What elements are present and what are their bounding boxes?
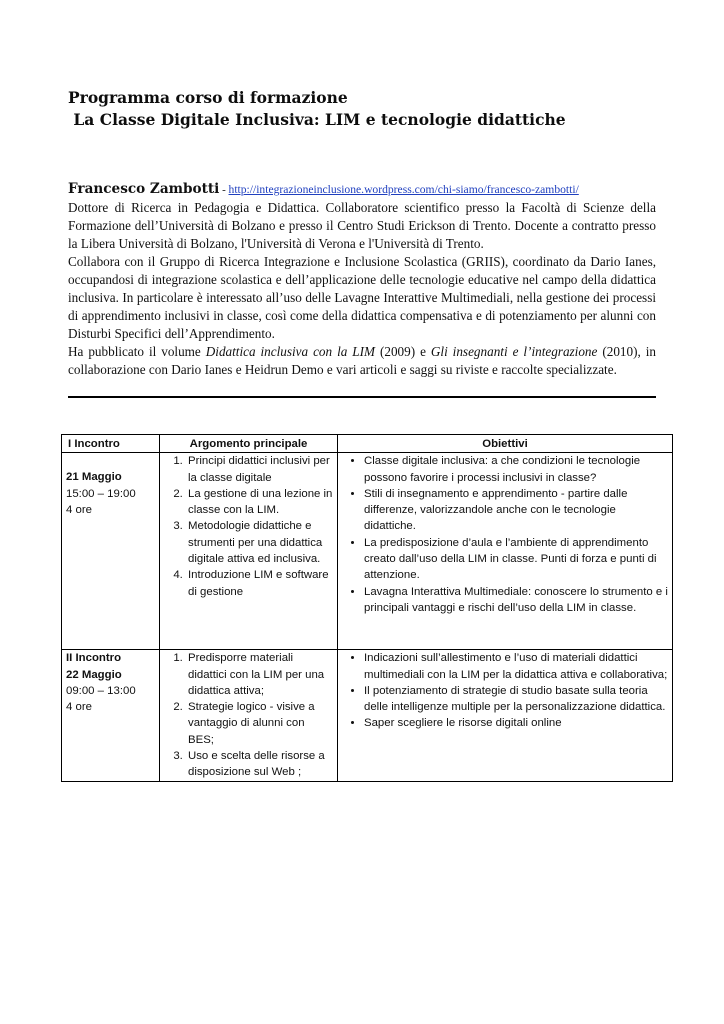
- list-item: 3. Metodologie didattiche e strumenti per una didattica digitale attiva ed inclusiva.: [186, 518, 333, 567]
- table-row: [62, 453, 673, 650]
- author-bio: [68, 180, 656, 379]
- bio-paragraph-3: [68, 343, 656, 379]
- list-item: 2. Strategie logico - visive a vantaggio di alunni con BES;: [186, 699, 333, 748]
- session-cell: [62, 453, 160, 650]
- list-item: 1. Principi didattici inclusivi per la classe digitale: [186, 453, 333, 486]
- topics-list: [164, 453, 333, 600]
- bio-text: (2010), in collaborazione con Dario Ianes e Heidrun Demo e vari articoli e saggi su riviste e raccolte specializzate.: [68, 344, 656, 377]
- topics-list: [164, 650, 333, 780]
- bio-text: (2009) e: [375, 344, 431, 359]
- objectives-list: [342, 650, 668, 731]
- session-date: 22 Maggio: [66, 668, 122, 681]
- book-title-2: Gli insegnanti e l’integrazione: [430, 344, 598, 359]
- list-item: 2. La gestione di una lezione in classe con la LIM.: [186, 486, 333, 519]
- session-label: [66, 453, 155, 469]
- header-session: I Incontro: [62, 435, 160, 453]
- topics-cell: [160, 453, 338, 650]
- bio-text: Ha pubblicato il volume: [68, 344, 206, 359]
- session-cell: [62, 650, 160, 781]
- author-name: Francesco Zambotti: [68, 181, 220, 197]
- program-table: [61, 434, 673, 782]
- document-title: [68, 87, 566, 131]
- list-item: 1. Predisporre materiali didattici con la LIM per una didattica attiva;: [186, 650, 333, 699]
- session-duration: 4 ore: [66, 503, 92, 516]
- session-label: II Incontro: [66, 652, 122, 665]
- session-time: 09:00 – 13:00: [66, 684, 136, 697]
- author-separator: -: [219, 184, 229, 196]
- list-item: • Il potenziamento di strategie di studio basate sulla teoria delle intelligenze multiple per la personalizzazione didattica.: [364, 683, 668, 716]
- list-item: • Stili di insegnamento e apprendimento - partire dalle differenze, valorizzandole anche con le tecnologie didattiche.: [364, 486, 668, 535]
- objectives-cell: [338, 453, 673, 650]
- bio-paragraph-1: Dottore di Ricerca in Pedagogia e Didattica. Collaboratore scientifico presso la Facoltà di Scienze della Formazione dell’Università di Bolzano e presso il Centro Studi Erickson di Trento. Docente a contratto presso la Libera Università di Bolzano, l'Università di Verona e l'Università di Trento.: [68, 200, 656, 251]
- horizontal-rule: [68, 396, 656, 398]
- author-profile-link[interactable]: http://integrazioneinclusione.wordpress.com/chi-siamo/francesco-zambotti/: [228, 183, 579, 196]
- topics-cell: [160, 650, 338, 781]
- table-header-row: [62, 435, 673, 453]
- list-item: • Lavagna Interattiva Multimediale: conoscere lo strumento e i principali vantaggi e rischi dell’uso della LIM in classe.: [364, 584, 668, 617]
- list-item: 4. Introduzione LIM e software di gestione: [186, 567, 333, 600]
- bio-paragraph-2: Collabora con il Gruppo di Ricerca Integrazione e Inclusione Scolastica (GRIIS), coordinato da Dario Ianes, occupandosi di integrazione scolastica e dell’applicazione delle tecnologie educative nel campo della didattica inclusiva. In particolare è interessato all’uso delle Lavagne Interattive Multimediali, nella gestione dei processi di apprendimento inclusivi in classe, così come della didattica compensativa e di potenziamento per alunni con Disturbi Specifici dell’Apprendimento.: [68, 254, 656, 341]
- title-line-2: La Classe Digitale Inclusiva: LIM e tecnologie didattiche: [68, 110, 566, 129]
- header-objectives: Obiettivi: [338, 435, 673, 453]
- table-row: [62, 650, 673, 781]
- title-line-1: Programma corso di formazione: [68, 88, 348, 107]
- objectives-list: [342, 453, 668, 616]
- session-time: 15:00 – 19:00: [66, 487, 136, 500]
- list-item: • Indicazioni sull’allestimento e l’uso di materiali didattici multimediali con la LIM per la didattica attiva e collaborativa;: [364, 650, 668, 683]
- list-item: 3. Uso e scelta delle risorse a disposizione sul Web ;: [186, 748, 333, 781]
- session-duration: 4 ore: [66, 701, 92, 714]
- author-line: [68, 180, 656, 199]
- list-item: • Saper scegliere le risorse digitali online: [364, 715, 668, 731]
- list-item: • Classe digitale inclusiva: a che condizioni le tecnologie possono favorire i processi inclusivi in classe?: [364, 453, 668, 486]
- objectives-cell: [338, 650, 673, 781]
- list-item: • La predisposizione d’aula e l’ambiente di apprendimento creato dall’uso della LIM in classe. Punti di forza e punti di attenzione.: [364, 535, 668, 584]
- session-date: 21 Maggio: [66, 471, 122, 484]
- header-topic: Argomento principale: [160, 435, 338, 453]
- book-title-1: Didattica inclusiva con la LIM: [205, 344, 375, 359]
